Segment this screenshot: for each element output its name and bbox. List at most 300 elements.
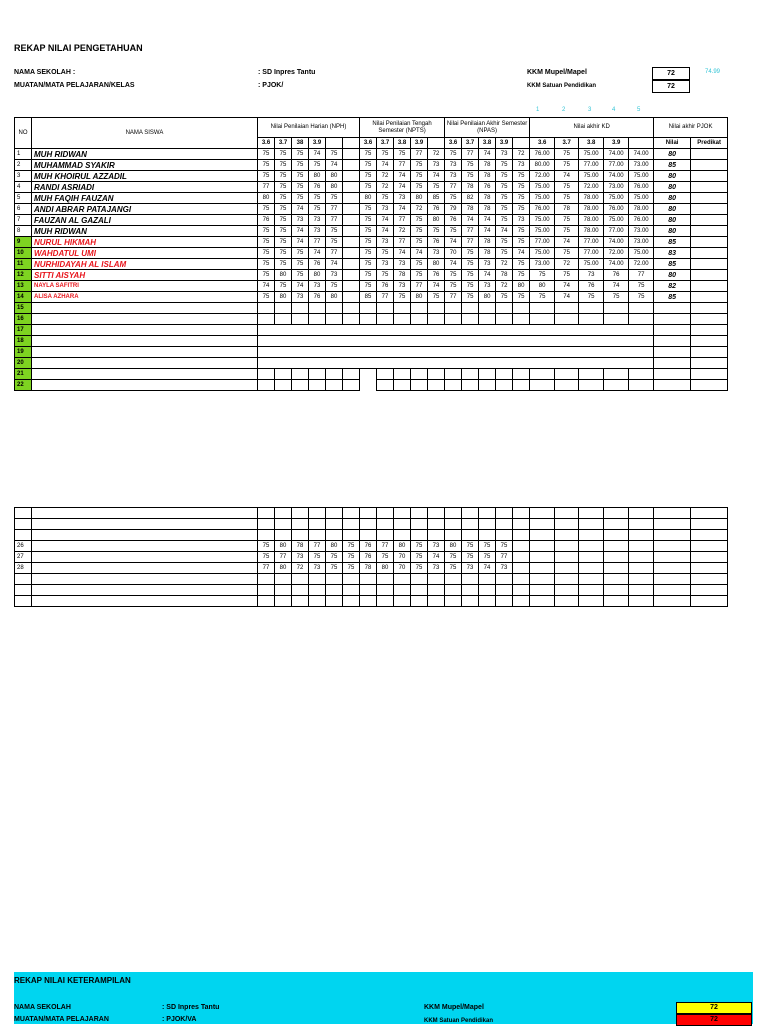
student-name: NURHIDAYAH AL ISLAM — [32, 259, 258, 270]
empty-cell — [309, 530, 326, 541]
empty-cell — [275, 530, 292, 541]
empty-cell — [479, 314, 496, 325]
npas-value: 74 — [479, 226, 496, 237]
akhir-kd-value: 75.00 — [530, 182, 555, 193]
empty-cell — [479, 347, 496, 358]
nph-value: 75 — [275, 193, 292, 204]
student-name: MUH RIDWAN — [32, 226, 258, 237]
akhir-kd-value: 74.00 — [604, 149, 629, 160]
empty-cell — [513, 530, 530, 541]
nph-value: 75 — [258, 270, 275, 281]
row-number: 8 — [15, 226, 32, 237]
empty-cell — [343, 519, 360, 530]
empty-cell — [462, 519, 479, 530]
akhir-kd-value: 78 — [555, 204, 579, 215]
npts-value: 74 — [394, 204, 411, 215]
empty-cell — [629, 358, 654, 369]
empty-cell — [428, 303, 445, 314]
nph-value: 75 — [326, 281, 343, 292]
npts-value: 75 — [411, 160, 428, 171]
npts-value: 75 — [360, 226, 377, 237]
nph-value: 80 — [275, 270, 292, 281]
empty-cell — [309, 596, 326, 607]
empty-cell — [292, 519, 309, 530]
empty-cell — [555, 358, 579, 369]
akhir-kd-value: 72.00 — [530, 171, 555, 182]
npts-value: 78 — [394, 270, 411, 281]
nph-value: 75 — [292, 149, 309, 160]
score-value: 73 — [428, 541, 445, 552]
npas-value: 75 — [513, 292, 530, 303]
empty-cell — [428, 508, 445, 519]
empty-cell — [604, 369, 629, 380]
akhir-kd-value: 75 — [530, 292, 555, 303]
empty-cell — [411, 574, 428, 585]
akhir-kd-value: 75.00 — [530, 248, 555, 259]
nilai-header: Nilai — [654, 138, 691, 149]
score-value: 75 — [462, 552, 479, 563]
empty-cell — [513, 347, 530, 358]
empty-cell — [555, 519, 579, 530]
empty-cell — [513, 596, 530, 607]
akhir-kd-value: 78.00 — [579, 193, 604, 204]
kkm-satuan-value: 72 — [652, 80, 690, 93]
col-nph-header: Nilai Penilaian Harian (NPH) — [258, 118, 360, 138]
nph-value: 77 — [309, 237, 326, 248]
empty-cell — [604, 303, 629, 314]
empty-cell — [479, 530, 496, 541]
empty-cell — [258, 336, 275, 347]
ket-kkm-satuan-label: KKM Satuan Pendidikan — [424, 1018, 494, 1024]
npts-value: 75 — [411, 237, 428, 248]
score-value: 80 — [394, 541, 411, 552]
empty-cell — [513, 358, 530, 369]
npts-value: 75 — [360, 259, 377, 270]
empty-cell — [654, 358, 691, 369]
empty-cell — [513, 585, 530, 596]
empty-cell — [691, 574, 728, 585]
empty-cell — [555, 303, 579, 314]
predikat-value — [691, 259, 728, 270]
student-name: MUH FAQIH FAUZAN — [32, 193, 258, 204]
student-name — [32, 552, 258, 563]
empty-cell — [462, 369, 479, 380]
empty-cell — [428, 336, 445, 347]
empty-cell — [394, 585, 411, 596]
nph-value: 76 — [309, 292, 326, 303]
row-number: 10 — [15, 248, 32, 259]
score-value: 75 — [309, 552, 326, 563]
nph-value: 75 — [275, 281, 292, 292]
lower-row — [15, 574, 728, 585]
nph-value: 75 — [275, 171, 292, 182]
empty-cell — [513, 369, 530, 380]
empty-cell — [629, 336, 654, 347]
npts-value: 75 — [360, 160, 377, 171]
akhir-kd-value: 80.00 — [530, 160, 555, 171]
nph-value: 74 — [309, 248, 326, 259]
nph-value: 75 — [258, 171, 275, 182]
predikat-value — [691, 292, 728, 303]
empty-cell — [604, 519, 629, 530]
empty-cell — [445, 574, 462, 585]
row-number — [15, 530, 32, 541]
npts-value: 77 — [411, 281, 428, 292]
nph-blank — [343, 193, 360, 204]
empty-cell — [377, 369, 394, 380]
row-number: 14 — [15, 292, 32, 303]
empty-cell — [654, 336, 691, 347]
npas-value: 75 — [445, 226, 462, 237]
empty-cell — [513, 336, 530, 347]
npts-value: 72 — [428, 149, 445, 160]
empty-cell — [579, 358, 604, 369]
akhir-kd-header: 3.6 — [530, 138, 555, 149]
lower-row — [15, 519, 728, 530]
akhir-kd-value: 75 — [579, 292, 604, 303]
empty-cell — [326, 358, 343, 369]
student-name: FAUZAN AL GAZALI — [32, 215, 258, 226]
akhir-kd-value: 76.00 — [629, 215, 654, 226]
npas-value: 79 — [445, 204, 462, 215]
nph-kd-header: 38 — [292, 138, 309, 149]
empty-cell — [691, 380, 728, 391]
npts-value: 74 — [428, 281, 445, 292]
empty-cell — [604, 552, 629, 563]
empty-cell — [292, 358, 309, 369]
npts-value: 75 — [394, 149, 411, 160]
npas-value: 70 — [445, 248, 462, 259]
score-value: 80 — [275, 541, 292, 552]
student-name — [32, 314, 258, 325]
akhir-kd-header: 3.8 — [579, 138, 604, 149]
akhir-kd-value: 77 — [629, 270, 654, 281]
empty-cell — [513, 508, 530, 519]
npts-value: 75 — [377, 270, 394, 281]
empty-cell — [275, 325, 292, 336]
npas-value: 75 — [445, 193, 462, 204]
nph-value: 73 — [326, 270, 343, 281]
akhir-kd-value: 74 — [604, 281, 629, 292]
empty-cell — [496, 314, 513, 325]
empty-cell — [555, 541, 579, 552]
empty-cell — [604, 314, 629, 325]
row-number: 21 — [15, 369, 32, 380]
nph-value: 75 — [258, 292, 275, 303]
nph-value: 73 — [309, 215, 326, 226]
nilai-value: 80 — [654, 204, 691, 215]
nph-value: 80 — [326, 182, 343, 193]
score-value: 75 — [343, 563, 360, 574]
nilai-value: 82 — [654, 281, 691, 292]
nilai-value: 80 — [654, 149, 691, 160]
npas-value: 78 — [479, 204, 496, 215]
akhir-kd-value: 75.00 — [579, 259, 604, 270]
npas-value: 73 — [513, 215, 530, 226]
empty-row — [15, 325, 728, 336]
empty-cell — [462, 303, 479, 314]
empty-cell — [513, 574, 530, 585]
row-number: 9 — [15, 237, 32, 248]
empty-cell — [360, 369, 377, 380]
score-value: 75 — [343, 541, 360, 552]
akhir-kd-value: 75 — [629, 281, 654, 292]
student-name: SITTI AISYAH — [32, 270, 258, 281]
empty-cell — [604, 596, 629, 607]
empty-cell — [629, 314, 654, 325]
empty-cell — [629, 585, 654, 596]
empty-cell — [411, 314, 428, 325]
empty-cell — [394, 347, 411, 358]
akhir-kd-header: 3.9 — [604, 138, 629, 149]
empty-cell — [258, 358, 275, 369]
npas-value: 75 — [496, 160, 513, 171]
col-npts-header: Nilai Penilaian Tengah Semester (NPTS) — [360, 118, 445, 138]
nph-kd-header — [343, 138, 360, 149]
empty-cell — [579, 563, 604, 574]
score-value: 75 — [258, 541, 275, 552]
empty-cell — [258, 325, 275, 336]
npas-value: 75 — [496, 292, 513, 303]
nph-value: 74 — [292, 237, 309, 248]
empty-cell — [275, 314, 292, 325]
student-name — [32, 325, 258, 336]
npas-value: 78 — [479, 248, 496, 259]
empty-cell — [629, 519, 654, 530]
empty-cell — [530, 314, 555, 325]
empty-cell — [496, 358, 513, 369]
score-value: 75 — [411, 541, 428, 552]
npts-value: 74 — [394, 182, 411, 193]
nph-value: 75 — [258, 248, 275, 259]
npas-value: 74 — [445, 259, 462, 270]
akhir-kd-value: 75.00 — [604, 193, 629, 204]
empty-cell — [360, 585, 377, 596]
empty-cell — [292, 314, 309, 325]
akhir-kd-value: 75.00 — [604, 215, 629, 226]
predikat-value — [691, 226, 728, 237]
empty-cell — [292, 325, 309, 336]
npas-value: 77 — [445, 182, 462, 193]
empty-cell — [292, 369, 309, 380]
npas-value: 76 — [445, 215, 462, 226]
empty-row — [15, 380, 728, 391]
npas-value: 74 — [479, 215, 496, 226]
nph-value: 73 — [309, 281, 326, 292]
npts-value: 75 — [360, 182, 377, 193]
empty-cell — [691, 303, 728, 314]
npts-value: 76 — [377, 281, 394, 292]
nph-value: 75 — [258, 237, 275, 248]
empty-cell — [292, 585, 309, 596]
nph-blank — [343, 160, 360, 171]
empty-cell — [394, 358, 411, 369]
empty-cell — [629, 347, 654, 358]
nilai-value: 80 — [654, 171, 691, 182]
empty-cell — [377, 303, 394, 314]
npas-value: 75 — [513, 226, 530, 237]
empty-cell — [691, 325, 728, 336]
akhir-kd-value: 75.00 — [579, 149, 604, 160]
empty-cell — [309, 574, 326, 585]
empty-cell — [513, 303, 530, 314]
empty-cell — [691, 508, 728, 519]
empty-cell — [530, 336, 555, 347]
nilai-value: 85 — [654, 292, 691, 303]
empty-cell — [530, 325, 555, 336]
lower-row — [15, 541, 728, 552]
empty-cell — [411, 358, 428, 369]
kkm-satuan-label: KKM Satuan Pendidikan — [527, 83, 597, 89]
student-row — [15, 226, 728, 237]
row-number — [15, 585, 32, 596]
empty-cell — [691, 541, 728, 552]
score-value: 75 — [445, 563, 462, 574]
npas-value: 78 — [462, 182, 479, 193]
empty-cell — [479, 303, 496, 314]
npts-value: 77 — [394, 160, 411, 171]
npts-value: 75 — [428, 182, 445, 193]
empty-cell — [258, 369, 275, 380]
nph-value: 75 — [275, 182, 292, 193]
lower-row — [15, 585, 728, 596]
npas-value: 73 — [445, 160, 462, 171]
npas-value: 75 — [513, 204, 530, 215]
nph-kd-header: 3.9 — [309, 138, 326, 149]
empty-cell — [604, 530, 629, 541]
empty-cell — [496, 380, 513, 391]
empty-cell — [654, 585, 691, 596]
empty-cell — [496, 508, 513, 519]
empty-row — [15, 358, 728, 369]
nph-blank — [343, 248, 360, 259]
row-number: 7 — [15, 215, 32, 226]
empty-cell — [604, 563, 629, 574]
empty-cell — [275, 358, 292, 369]
empty-cell — [555, 508, 579, 519]
npas-value: 75 — [496, 171, 513, 182]
npas-kd-header: 3.6 — [445, 138, 462, 149]
nph-value: 73 — [292, 292, 309, 303]
empty-cell — [258, 303, 275, 314]
empty-cell — [377, 336, 394, 347]
akhir-kd-value: 75 — [604, 292, 629, 303]
student-row — [15, 193, 728, 204]
akhir-kd-value: 76 — [604, 270, 629, 281]
npas-value: 72 — [513, 149, 530, 160]
nph-value: 80 — [275, 292, 292, 303]
empty-cell — [428, 519, 445, 530]
empty-cell — [654, 596, 691, 607]
empty-cell — [579, 552, 604, 563]
student-row — [15, 237, 728, 248]
nph-kd-header: 3.6 — [258, 138, 275, 149]
empty-cell — [343, 369, 360, 380]
npas-value: 73 — [445, 171, 462, 182]
kkm-mapel-label: KKM Mupel/Mapel — [527, 69, 587, 76]
score-value: 75 — [377, 552, 394, 563]
empty-cell — [394, 369, 411, 380]
empty-cell — [555, 530, 579, 541]
npas-value: 75 — [445, 149, 462, 160]
empty-cell — [309, 508, 326, 519]
nilai-value: 80 — [654, 215, 691, 226]
akhir-kd-value: 78.00 — [629, 204, 654, 215]
lower-row — [15, 530, 728, 541]
akhir-kd-value: 75 — [555, 226, 579, 237]
akhir-kd-value: 74 — [555, 292, 579, 303]
npas-value: 80 — [479, 292, 496, 303]
student-name — [32, 380, 258, 391]
ket-school-label: NAMA SEKOLAH — [14, 1004, 71, 1011]
akhir-kd-value: 75.00 — [579, 171, 604, 182]
empty-cell — [462, 574, 479, 585]
predikat-value — [691, 237, 728, 248]
empty-cell — [309, 358, 326, 369]
empty-cell — [377, 325, 394, 336]
kd-index-3: 3 — [588, 107, 592, 113]
empty-cell — [428, 347, 445, 358]
empty-cell — [445, 347, 462, 358]
npts-kd-header: 3.6 — [360, 138, 377, 149]
npts-value: 75 — [428, 292, 445, 303]
empty-cell — [530, 585, 555, 596]
npts-value: 75 — [360, 149, 377, 160]
nph-value: 75 — [275, 259, 292, 270]
empty-cell — [394, 380, 411, 391]
empty-cell — [691, 530, 728, 541]
npas-value: 78 — [479, 237, 496, 248]
npas-value: 75 — [496, 215, 513, 226]
empty-cell — [579, 369, 604, 380]
empty-cell — [343, 358, 360, 369]
empty-cell — [394, 519, 411, 530]
empty-cell — [411, 347, 428, 358]
empty-cell — [513, 519, 530, 530]
nph-blank — [343, 292, 360, 303]
empty-cell — [513, 325, 530, 336]
nph-value: 73 — [309, 226, 326, 237]
nph-value: 74 — [292, 226, 309, 237]
npas-value: 75 — [496, 204, 513, 215]
npas-value: 75 — [513, 237, 530, 248]
akhir-kd-value: 78.00 — [579, 204, 604, 215]
empty-cell — [604, 380, 629, 391]
nph-value: 75 — [326, 193, 343, 204]
empty-cell — [445, 314, 462, 325]
empty-cell — [654, 380, 691, 391]
nph-value: 80 — [309, 171, 326, 182]
empty-cell — [428, 314, 445, 325]
empty-cell — [428, 380, 445, 391]
empty-cell — [360, 314, 377, 325]
empty-cell — [428, 585, 445, 596]
akhir-kd-value: 72.00 — [579, 182, 604, 193]
empty-cell — [555, 596, 579, 607]
empty-cell — [555, 336, 579, 347]
nph-value: 76 — [309, 182, 326, 193]
subject-value: : PJOK/ — [258, 82, 284, 89]
student-name: MUH RIDWAN — [32, 149, 258, 160]
empty-cell — [555, 325, 579, 336]
col-npas-header: Nilai Penilaian Akhir Semester (NPAS) — [445, 118, 530, 138]
akhir-kd-value: 75 — [555, 149, 579, 160]
row-number: 18 — [15, 336, 32, 347]
row-number: 6 — [15, 204, 32, 215]
nph-value: 75 — [275, 160, 292, 171]
lower-row — [15, 508, 728, 519]
npas-value: 80 — [513, 281, 530, 292]
